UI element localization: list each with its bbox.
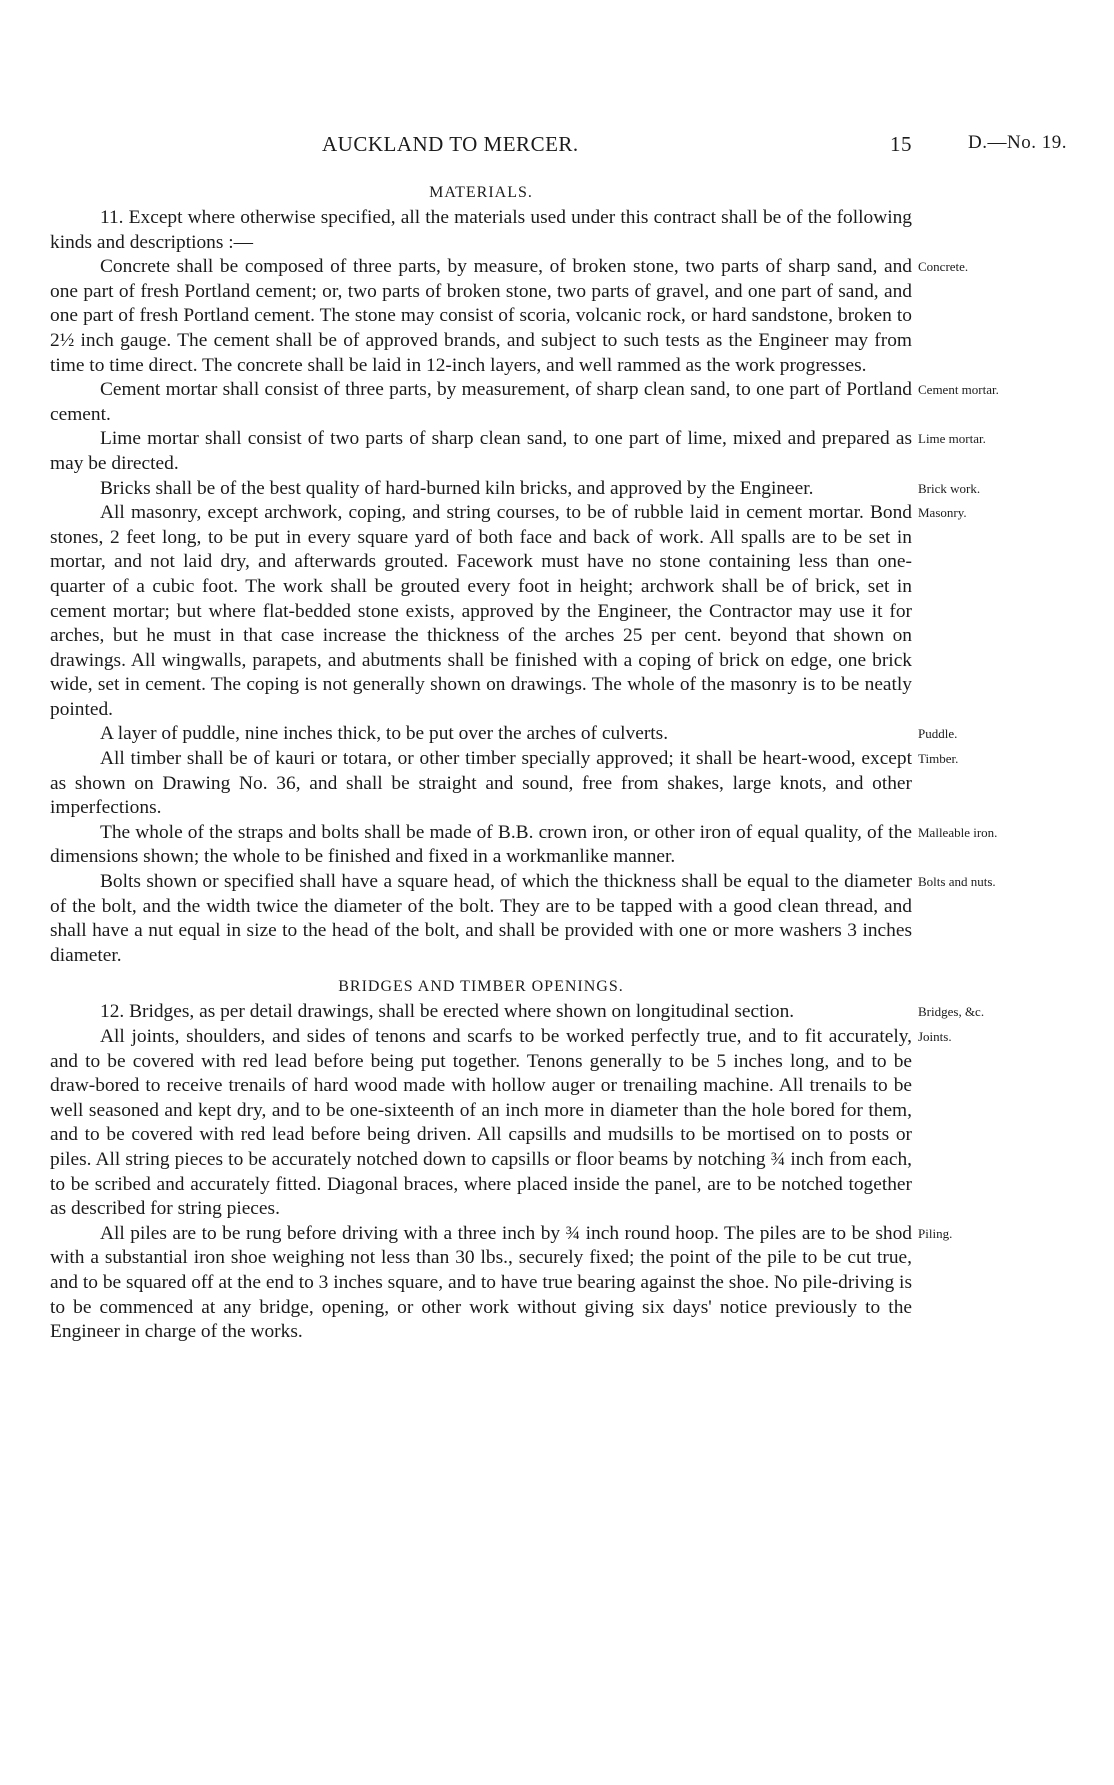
paragraph-text: All joints, shoulders, and sides of tenons and scarfs to be worked perfectly true, and to fit accurately, and to be covered with red lead before being put together. Tenons generally to be 5 inches long, and to be draw-bored to receive trenails of hard wood made with hollow auger or trenailing machine. All trenails to be well seasoned and kept dry, and to be one-sixteenth of an inch more in diameter than the hole bored for them, and to be covered with red lead before being driven. All capsills and mudsills to be mortised on to posts or piles. All string pieces to be accurately notched down to capsills or floor beams by notching ¾ inch from each, to be scribed and accurately fitted. Diagonal braces, where placed inside the panel, are to be notched together as described for string pieces. <box>50 1026 912 1220</box>
paragraph-text: 12. Bridges, as per detail drawings, shall be erected where shown on longitudinal section. <box>100 1001 795 1023</box>
paragraph <box>50 870 996 968</box>
section-bridges <box>50 974 985 1344</box>
section-materials <box>50 180 999 968</box>
paragraph-text: Cement mortar shall consist of three parts, by measurement, of sharp clean sand, to one part of Portland cement. <box>50 379 912 425</box>
page-number: 15 <box>890 132 912 156</box>
paragraph <box>50 378 999 427</box>
paragraph <box>50 477 981 502</box>
paragraph-text: All masonry, except archwork, coping, and string courses, to be of rubble laid in cement mortar. Bond stones, 2 feet long, to be put in every square yard of both face and back of work. All spalls are to be set in mortar, and not laid dry, and afterwards grouted. Facework must have no stone containing less than one-quarter of a cubic foot. The work shall be grouted every foot in height; archwork shall be of brick, set in cement mortar; but where flat-bedded stone exists, approved by the Engineer, the Contractor may use it for arches, but he must in that case increase the thickness of the arches 25 per cent. beyond that shown on drawings. All wingwalls, parapets, and abutments shall be finished with a coping of brick on edge, one brick wide, set in cement. The coping is not generally shown on drawings. The whole of the masonry is to be neatly pointed. <box>50 502 912 720</box>
paragraph <box>50 206 912 255</box>
margin-note: Masonry. <box>918 505 967 521</box>
margin-note: Piling. <box>918 1225 953 1241</box>
paragraph <box>50 1000 985 1025</box>
paragraph-text: All timber shall be of kauri or totara, or other timber specially approved; it shall be heart-wood, except as shown on Drawing No. 36, and shall be straight and sound, free from shakes, large knots, and other imperfections. <box>50 748 912 819</box>
page-header <box>0 132 1114 162</box>
paragraph-text: Lime mortar shall consist of two parts of sharp clean sand, to one part of lime, mixed and prepared as may be directed. <box>50 428 912 474</box>
paragraph-text: A layer of puddle, nine inches thick, to be put over the arches of culverts. <box>100 723 669 745</box>
margin-note: Lime mortar. <box>918 431 986 447</box>
paragraph <box>50 747 959 821</box>
paragraph-text: All piles are to be rung before driving with a three inch by ¾ inch round hoop. The piles are to be shod with a substantial iron shoe weighing not less than 30 lbs., securely fixed; the point of the pile to be cut true, and to be squared off at the end to 3 inches square, and to have true bearing against the shoe. No pile-driving is to be commenced at any bridge, opening, or other work without giving six days' notice previously to the Engineer in charge of the works. <box>50 1222 912 1343</box>
margin-note: Timber. <box>918 751 959 767</box>
margin-note: Brick work. <box>918 480 981 496</box>
running-title: AUCKLAND TO MERCER. <box>322 132 579 156</box>
paragraph <box>50 821 998 870</box>
paragraph-text: Bolts shown or specified shall have a square head, of which the thickness shall be equal to the diameter of the bolt, and the width twice the diameter of the bolt. They are to be tapped with a good clean thread, and shall have a nut equal in size to the head of the bolt, and shall be provided with one or more washers 3 inches diameter. <box>50 871 912 966</box>
paragraph-text: Concrete shall be composed of three parts, by measure, of broken stone, two parts of sharp sand, and one part of fresh Portland cement; or, two parts of broken stone, two parts of gravel, and one part of sand, and one part of fresh Portland cement. The stone may consist of scoria, volcanic rock, or hard sandstone, broken to 2½ inch gauge. The cement shall be of approved brands, and subject to such tests as the Engineer may from time to time direct. The concrete shall be laid in 12-inch layers, and well rammed as the work progresses. <box>50 256 912 376</box>
section-heading: MATERIALS. <box>429 184 533 201</box>
paragraph-text: Bricks shall be of the best quality of hard-burned kiln bricks, and approved by the Engineer. <box>100 477 814 499</box>
margin-note: Bolts and nuts. <box>918 874 996 890</box>
paragraph-text: 11. Except where otherwise specified, all the materials used under this contract shall be of the following kinds and descriptions :— <box>50 207 912 253</box>
paragraph <box>50 1025 952 1222</box>
paragraph <box>50 255 969 378</box>
paragraph <box>50 427 986 476</box>
margin-note: Malleable iron. <box>918 824 998 840</box>
margin-note: Puddle. <box>918 726 958 742</box>
paragraph <box>50 722 958 747</box>
document-body <box>50 180 999 1345</box>
document-reference: D.—No. 19. <box>968 132 1067 153</box>
paragraph <box>50 501 967 722</box>
section-heading: BRIDGES AND TIMBER OPENINGS. <box>338 978 624 996</box>
margin-note: Joints. <box>918 1029 952 1044</box>
margin-note: Concrete. <box>918 259 969 275</box>
margin-note: Bridges, &c. <box>918 1004 985 1020</box>
margin-note: Cement mortar. <box>918 382 999 398</box>
paragraph <box>50 1222 953 1345</box>
paragraph-text: The whole of the straps and bolts shall be made of B.B. crown iron, or other iron of equal quality, of the dimensions shown; the whole to be finished and fixed in a workmanlike manner. <box>50 821 912 868</box>
